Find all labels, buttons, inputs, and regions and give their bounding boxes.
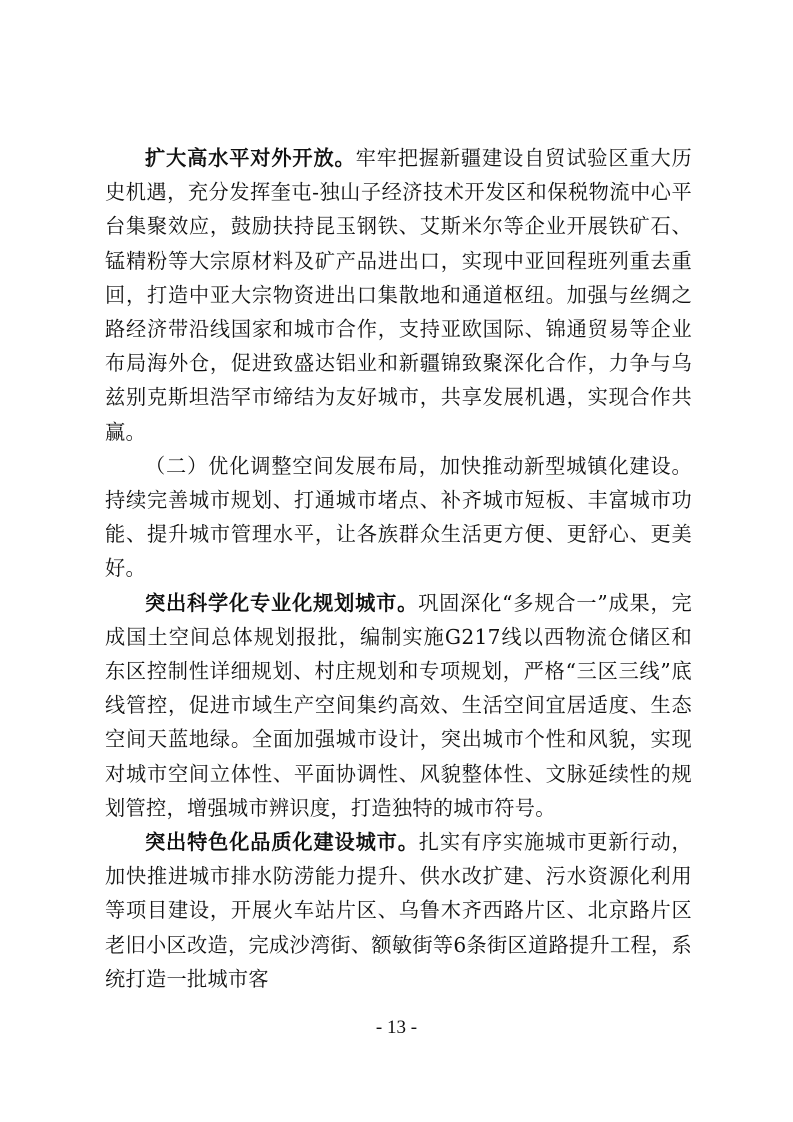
paragraph-text: 巩固深化“多规合一”成果，完成国土空间总体规划报批，编制实施G217线以西物流仓储区和东区控制性详细规划、村庄规划和专项规划，严格“三区三线”底线管控，促进市域生产空间集约高效、生活空间宜居适度、生态空间天蓝地绿。全面加强城市设计，突出城市个性和风貌，实现对城市空间立体性、平面协调性、风貌整体性、文脉延续性的规划管控，增强城市辨识度，打造独特的城市符号。 [105, 590, 692, 820]
paragraph-section-two [105, 449, 692, 586]
paragraph-text: 牢牢把握新疆建设自贸试验区重大历史机遇，充分发挥奎屯-独山子经济技术开发区和保税物流中心平台集聚效应，鼓励扶持昆玉钢铁、艾斯米尔等企业开展铁矿石、锰精粉等大宗原材料及矿产品进出口，实现中亚回程班列重去重回，打造中亚大宗物资进出口集散地和通道枢纽。加强与丝绸之路经济带沿线国家和城市合作，支持亚欧国际、锦通贸易等企业布局海外仓，促进致盛达铝业和新疆锦致聚深化合作，力争与乌兹别克斯坦浩罕市缔结为友好城市，共享发展机遇，实现合作共赢。 [105, 146, 692, 444]
paragraph-lead: 突出科学化专业化规划城市。 [145, 590, 419, 615]
section-heading: （二）优化调整空间发展布局，加快推动新型城镇化建设。 [145, 453, 692, 478]
paragraph-construction [105, 825, 692, 996]
paragraph-open-up [105, 141, 692, 449]
paragraph-text: 持续完善城市规划、打通城市堵点、补齐城市短板、丰富城市功能、提升城市管理水平，让各族群众生活更方便、更舒心、更美好。 [105, 488, 692, 581]
paragraph-text: 扎实有序实施城市更新行动，加快推进城市排水防涝能力提升、供水改扩建、污水资源化利用等项目建设，开展火车站片区、乌鲁木齐西路片区、北京路片区老旧小区改造，完成沙湾街、额敏街等6条街区道路提升工程，系统打造一批城市客 [105, 830, 693, 991]
paragraph-planning [105, 586, 692, 825]
page-number: - 13 - [375, 1017, 418, 1038]
paragraph-lead: 突出特色化品质化建设城市。 [145, 830, 419, 855]
document-body [105, 141, 692, 996]
paragraph-lead: 扩大高水平对外开放。 [145, 146, 356, 170]
